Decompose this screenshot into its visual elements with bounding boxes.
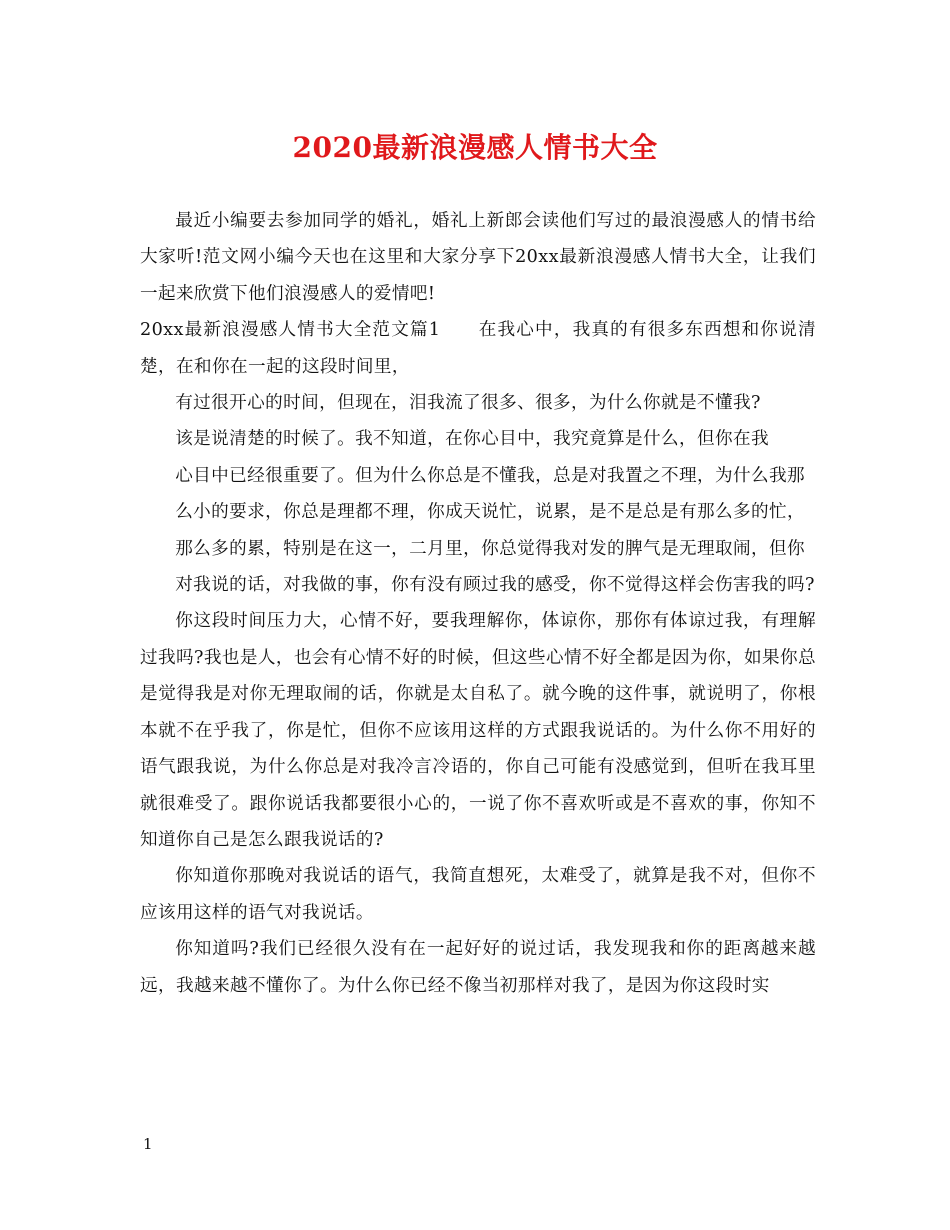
paragraph: 该是说清楚的时候了。我不知道，在你心目中，我究竟算是什么，但你在我: [175, 429, 769, 450]
document-body: [140, 203, 816, 1004]
paragraph: 最近小编要去参加同学的婚礼，婚礼上新郎会读他们写过的最浪漫感人的情书给大家听!范文网小编今天也在这里和大家分享下20xx最新浪漫感人情书大全，让我们一起来欣赏下他们浪漫感人的爱情吧!: [140, 211, 816, 304]
page-number: 1: [143, 1135, 153, 1153]
paragraph: 对我说的话，对我做的事，你有没有顾过我的感受，你不觉得这样会伤害我的吗?: [175, 575, 815, 596]
paragraph: 那么多的累，特别是在这一，二月里，你总觉得我对发的脾气是无理取闹，但你: [175, 538, 805, 559]
paragraph: 心目中已经很重要了。但为什么你总是不懂我，总是对我置之不理，为什么我那: [175, 465, 805, 486]
paragraph: 20xx最新浪漫感人情书大全范文篇1 在我心中，我真的有很多东西想和你说清楚，在和你在一起的这段时间里，: [140, 320, 816, 377]
paragraph: 有过很开心的时间，但现在，泪我流了很多、很多，为什么你就是不懂我?: [175, 393, 761, 414]
paragraph: 你这段时间压力大，心情不好，要我理解你，体谅你，那你有体谅过我，有理解过我吗?我也是人，也会有心情不好的时候，但这些心情不好全都是因为你，如果你总是觉得我是对你无理取闹的话，你就是太自私了。就今晚的这件事，就说明了，你根本就不在乎我了，你是忙，但你不应该用这样的方式跟我说话的。为什么你不用好的语气跟我说，为什么你总是对我冷言冷语的，你自己可能有没感觉到，但听在我耳里就很难受了。跟你说话我都要很小心的，一说了你不喜欢听或是不喜欢的事，你知不知道你自己是怎么跟我说话的?: [140, 611, 816, 850]
paragraph: 你知道吗?我们已经很久没有在一起好好的说过话，我发现我和你的距离越来越远，我越来越不懂你了。为什么你已经不像当初那样对我了，是因为你这段时实: [140, 939, 816, 996]
paragraph: 么小的要求，你总是理都不理，你成天说忙，说累，是不是总是有那么多的忙，: [175, 502, 805, 523]
paragraph: 你知道你那晚对我说话的语气，我简直想死，太难受了，就算是我不对，但你不应该用这样的语气对我说话。: [140, 866, 816, 923]
document-title: 2020最新浪漫感人情书大全: [292, 131, 658, 164]
